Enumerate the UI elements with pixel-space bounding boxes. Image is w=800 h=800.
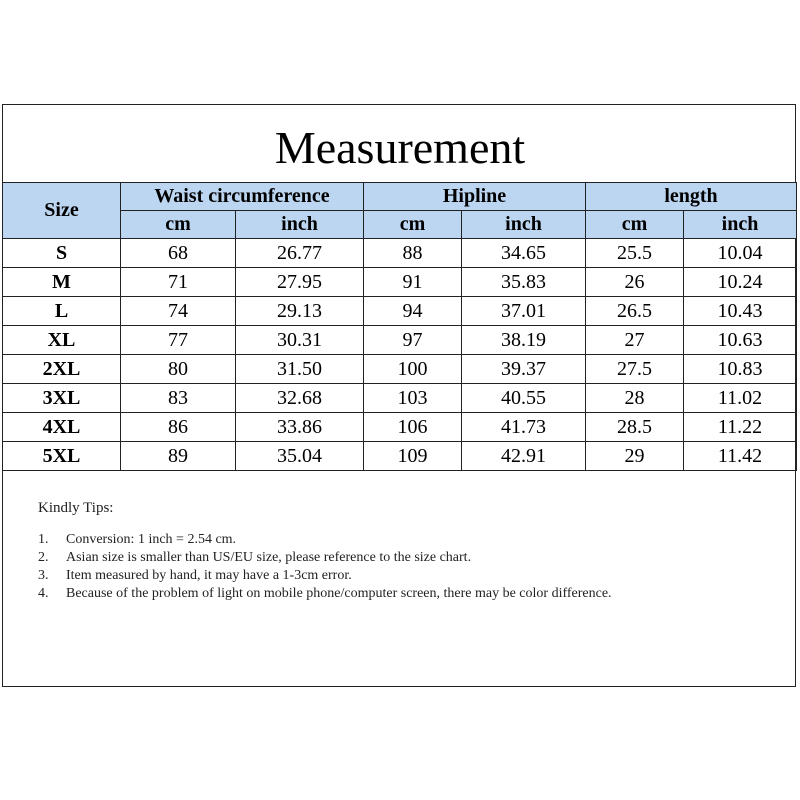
tip-item bbox=[38, 531, 758, 548]
table-row bbox=[3, 355, 797, 384]
table-row bbox=[3, 413, 797, 442]
unit-header: cm bbox=[121, 211, 236, 239]
measurement-cell: 27.5 bbox=[586, 355, 684, 384]
table-row bbox=[3, 239, 797, 268]
unit-header: cm bbox=[586, 211, 684, 239]
page-title: Measurement bbox=[274, 122, 526, 173]
measurement-cell: 74 bbox=[121, 297, 236, 326]
tip-text: Because of the problem of light on mobile phone/computer screen, there may be color difference. bbox=[66, 586, 612, 601]
measurement-cell: 27 bbox=[586, 326, 684, 355]
tip-number: 1. bbox=[38, 532, 49, 547]
measurement-cell: 25.5 bbox=[586, 239, 684, 268]
table-row bbox=[3, 268, 797, 297]
tip-text: Asian size is smaller than US/EU size, please reference to the size chart. bbox=[66, 550, 472, 565]
size-cell: L bbox=[3, 297, 121, 326]
measurement-cell: 40.55 bbox=[462, 384, 586, 413]
tip-item bbox=[38, 549, 758, 566]
measurement-cell: 27.95 bbox=[236, 268, 364, 297]
tip-number: 4. bbox=[38, 586, 49, 601]
unit-header: cm bbox=[364, 211, 462, 239]
measurement-cell: 35.04 bbox=[236, 442, 364, 471]
measurement-cell: 26.5 bbox=[586, 297, 684, 326]
tip-item bbox=[38, 585, 758, 602]
measurement-cell: 26.77 bbox=[236, 239, 364, 268]
measurement-cell: 68 bbox=[121, 239, 236, 268]
measurement-cell: 29 bbox=[586, 442, 684, 471]
size-header: Size bbox=[3, 183, 121, 239]
measurement-cell: 11.02 bbox=[684, 384, 797, 413]
tips-list bbox=[38, 531, 758, 602]
measurement-cell: 77 bbox=[121, 326, 236, 355]
table-row bbox=[3, 384, 797, 413]
tip-item bbox=[38, 567, 758, 584]
size-cell: 5XL bbox=[3, 442, 121, 471]
measurement-cell: 106 bbox=[364, 413, 462, 442]
measurement-cell: 10.04 bbox=[684, 239, 797, 268]
measurement-cell: 31.50 bbox=[236, 355, 364, 384]
tip-number: 2. bbox=[38, 550, 49, 565]
size-chart-table bbox=[2, 182, 797, 471]
measurement-cell: 11.22 bbox=[684, 413, 797, 442]
measurement-cell: 91 bbox=[364, 268, 462, 297]
size-cell: 2XL bbox=[3, 355, 121, 384]
measurement-cell: 42.91 bbox=[462, 442, 586, 471]
group-header-length: length bbox=[586, 183, 797, 211]
measurement-cell: 29.13 bbox=[236, 297, 364, 326]
size-cell: XL bbox=[3, 326, 121, 355]
measurement-cell: 11.42 bbox=[684, 442, 797, 471]
measurement-cell: 34.65 bbox=[462, 239, 586, 268]
measurement-cell: 103 bbox=[364, 384, 462, 413]
tip-text: Item measured by hand, it may have a 1-3cm error. bbox=[66, 568, 352, 583]
tip-number: 3. bbox=[38, 568, 49, 583]
unit-header: inch bbox=[462, 211, 586, 239]
measurement-cell: 41.73 bbox=[462, 413, 586, 442]
group-header-hipline: Hipline bbox=[364, 183, 586, 211]
tips-heading: Kindly Tips: bbox=[38, 500, 114, 516]
measurement-cell: 10.83 bbox=[684, 355, 797, 384]
group-header-waist: Waist circumference bbox=[121, 183, 364, 211]
measurement-cell: 88 bbox=[364, 239, 462, 268]
measurement-cell: 100 bbox=[364, 355, 462, 384]
unit-header: inch bbox=[684, 211, 797, 239]
measurement-cell: 32.68 bbox=[236, 384, 364, 413]
measurement-cell: 35.83 bbox=[462, 268, 586, 297]
measurement-cell: 83 bbox=[121, 384, 236, 413]
measurement-cell: 71 bbox=[121, 268, 236, 297]
measurement-cell: 38.19 bbox=[462, 326, 586, 355]
measurement-cell: 26 bbox=[586, 268, 684, 297]
table-body bbox=[3, 239, 797, 471]
measurement-cell: 109 bbox=[364, 442, 462, 471]
table-row bbox=[3, 442, 797, 471]
measurement-cell: 86 bbox=[121, 413, 236, 442]
measurement-cell: 28.5 bbox=[586, 413, 684, 442]
measurement-cell: 94 bbox=[364, 297, 462, 326]
measurement-cell: 39.37 bbox=[462, 355, 586, 384]
tip-text: Conversion: 1 inch = 2.54 cm. bbox=[66, 532, 237, 547]
unit-header: inch bbox=[236, 211, 364, 239]
size-cell: 4XL bbox=[3, 413, 121, 442]
measurement-cell: 80 bbox=[121, 355, 236, 384]
size-cell: M bbox=[3, 268, 121, 297]
measurement-cell: 89 bbox=[121, 442, 236, 471]
measurement-cell: 28 bbox=[586, 384, 684, 413]
table-row bbox=[3, 326, 797, 355]
measurement-cell: 10.24 bbox=[684, 268, 797, 297]
kindly-tips bbox=[38, 500, 758, 603]
measurement-cell: 97 bbox=[364, 326, 462, 355]
measurement-cell: 33.86 bbox=[236, 413, 364, 442]
size-cell: 3XL bbox=[3, 384, 121, 413]
table-row bbox=[3, 297, 797, 326]
measurement-cell: 30.31 bbox=[236, 326, 364, 355]
measurement-cell: 10.43 bbox=[684, 297, 797, 326]
size-cell: S bbox=[3, 239, 121, 268]
measurement-cell: 10.63 bbox=[684, 326, 797, 355]
measurement-cell: 37.01 bbox=[462, 297, 586, 326]
